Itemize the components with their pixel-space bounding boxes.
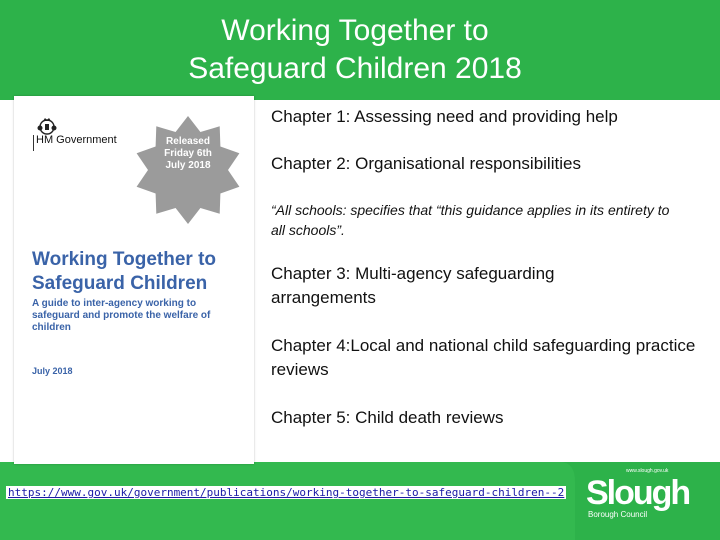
royal-crest-icon [36, 116, 58, 136]
government-name: HM Government [36, 134, 117, 146]
slide-title-line-2: Safeguard Children 2018 [188, 52, 522, 85]
logo-url: www.slough.gov.uk [626, 468, 669, 474]
slide-title [120, 12, 590, 88]
badge-line-2: Friday 6th [164, 148, 212, 159]
logo-word: Slough [586, 474, 690, 512]
cover-title-line-1: Working Together to [32, 249, 217, 270]
gov-divider [33, 135, 34, 151]
cover-title-line-2: Safeguard Children [32, 273, 208, 294]
badge-line-3: July 2018 [165, 160, 211, 171]
chapter-3: Chapter 3: Multi-agency safeguarding arrangements [271, 264, 555, 307]
chapter-1: Chapter 1: Assessing need and providing help [271, 107, 618, 126]
chapter-2: Chapter 2: Organisational responsibilities [271, 154, 581, 173]
logo-subtitle: Borough Council [588, 510, 648, 519]
schools-quote: “All schools: specifies that “this guidance applies in its entirety to all schools”. [271, 202, 670, 238]
cover-title [32, 248, 252, 296]
cover-subtitle: A guide to inter-agency working to safeguard and promote the welfare of children [32, 298, 211, 333]
chapter-4: Chapter 4:Local and national child safeguarding practice reviews [271, 336, 696, 379]
slide-title-line-1: Working Together to [221, 14, 489, 47]
document-cover [14, 96, 254, 464]
guidance-link[interactable]: https://www.gov.uk/government/publications/working-together-to-safeguard-children--2 [8, 486, 565, 499]
release-badge-text [132, 136, 244, 172]
chapter-5: Chapter 5: Child death reviews [271, 408, 504, 427]
slough-logo [578, 468, 690, 526]
badge-line-1: Released [166, 136, 210, 147]
cover-date: July 2018 [32, 366, 73, 376]
